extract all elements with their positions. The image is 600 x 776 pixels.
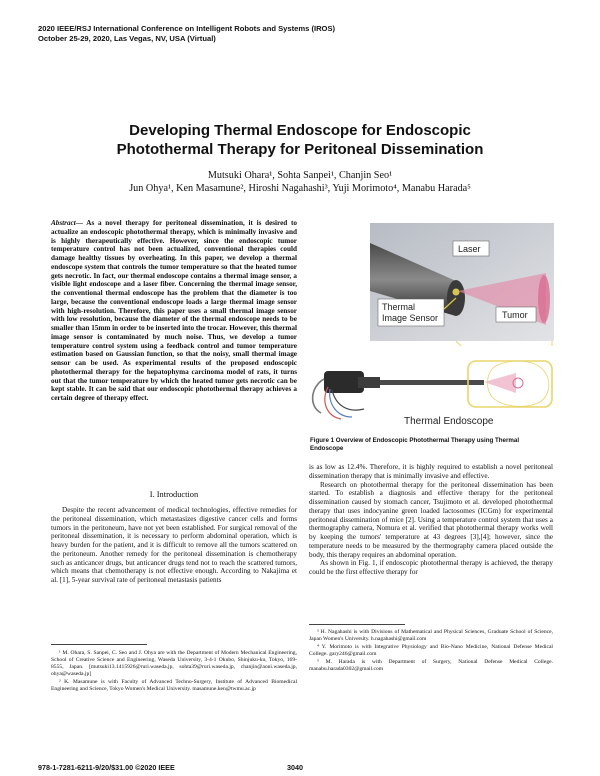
paragraph: is as low as 12.4%. Therefore, it is highly required to establish a novel peritoneal dissemination therapy that is minimally invasive and effective. <box>309 463 553 480</box>
sensor-label-line-2: Image Sensor <box>382 313 439 323</box>
laser-label: Laser <box>458 244 481 254</box>
endoscope-collar <box>358 377 380 388</box>
abstract <box>51 219 297 403</box>
paragraph: Despite the recent advancement of medical technologies, effective remedies for the peritoneal dissemination, which metastasizes digestive cancer cells and forms tumors in the peritoneum, have not yet been established. For surgical removal of the peritoneal dissemination, it is necessary to perform abdominal operation, which is heavy burden for the patient, and it is difficult to remove all the tumors scattered on the peritoneum. Another remedy for the peritoneal dissemination is chemotherapy such as anticancer drugs, but anticancer drugs tend not to reach the scattered tumors, which means that chemotherapy is not effective enough. According to Nakajima et al. [1], 5-year survival rate of peritoneal metastasis patients <box>51 506 297 584</box>
paragraph: As shown in Fig. 1, if endoscopic photothermal therapy is achieved, the therapy could be the first effective therapy for <box>309 559 553 576</box>
section-heading-introduction: I. Introduction <box>149 490 199 499</box>
figure-1 <box>306 221 556 433</box>
authors-line-1: Mutsuki Ohara¹, Sohta Sanpei¹, Chanjin Seo¹ <box>207 170 393 181</box>
conference-dates: October 25-29, 2020, Las Vegas, NV, USA (Virtual) <box>38 34 216 43</box>
footnote: ² K. Masamune is with Faculty of Advanced Techno-Surgery, Institute of Advanced Biomedical Engineering and Science, Tokyo Women's Medical University. masamune.ken@twmu.ac.jp <box>51 678 297 693</box>
isbn-footer: 978-1-7281-6211-9/20/$31.00 ©2020 IEEE <box>38 763 175 772</box>
abstract-label: Abstract— <box>51 219 83 227</box>
figure-1-image <box>306 221 556 433</box>
footnotes-left <box>51 650 297 694</box>
footnote: ⁴ Y. Morimoto is with Integrative Physiology and Bio-Nano Medicine, National Defense Medical College. gary246@gmail.com <box>309 643 553 657</box>
footnote-rule <box>309 624 405 625</box>
footnote-rule <box>51 644 147 645</box>
tumor-label: Tumor <box>502 310 528 320</box>
body-left-column <box>51 506 297 585</box>
sensor-lens <box>453 289 460 296</box>
paper-title <box>40 121 560 159</box>
page-number: 3040 <box>287 763 303 772</box>
title-line-1: Developing Thermal Endoscope for Endoscopic <box>129 122 471 139</box>
author-list <box>40 169 560 195</box>
abstract-text: As a novel therapy for peritoneal dissemination, it is desired to actualize an endoscopic photothermal therapy, which is minimally invasive and is highly therapeutically effective. However, since the endoscopic tumor temperature control has not been actualized, conventional therapies could damage healthy tissues by overheating. In this paper, we develop a thermal endoscope system that controls the tumor temperature so that the heated tumor gets necrotic. In fact, our thermal endoscope contains a thermal image sensor, a visible light endoscope and a laser fiber. Concerning the thermal image sensor, the conventional thermal endoscope has the problem that the diameter is too large, because the conventional endoscope loads a large thermal image sensor with high-resolution. Therefore, this paper uses a small thermal image sensor with low resolution, because the diameter of the thermal endoscope needs to be smaller than 15mm in order to be inserted into the trocar. However, this thermal image sensor is contaminated by much noise. Thus, we develop a tumor temperature control system using a feedback control and tumor temperature estimation based on Gaussian function, so that the noisy, small thermal image sensor can be used. As experimental results of the proposed endoscopic photothermal therapy for the hepatophyma carcinoma model of rats, it turns out that the tumor temperature by which the heated tumor gets necrotic can be kept stable. It can be said that our endoscopic photothermal therapy achieves a certain degree of therapy effect. <box>51 219 298 402</box>
authors-line-2: Jun Ohya¹, Ken Masamune², Hiroshi Nagahashi³, Yuji Morimoto⁴, Manabu Harada⁵ <box>129 183 471 194</box>
footnote: ³ H. Nagahashi is with Divisions of Mathematical and Physical Sciences, Graduate School of Science, Japan Women's University. h.nagahashi@gmail.com <box>309 629 553 643</box>
footnotes-right <box>309 629 553 673</box>
figure-caption: Figure 1 Overview of Endoscopic Photothermal Therapy using Thermal Endoscope <box>310 437 520 452</box>
sensor-label-line-1: Thermal <box>382 302 416 312</box>
paragraph: Research on photothermal therapy for the peritoneal dissemination has been started. To establish a diagnosis and effective therapy for the peritoneal dissemination caused by stomach cancer, Tsujimoto et al. developed photothermal therapy that uses indocyanine green loaded lactosomes (ICGm) for experimental peritoneal dissemination of mice [2]. Using a temperature control system that uses a thermography camera, Nomura et al. verified that photothermal therapy works well by keeping the tumors' temperature at 43 degrees [3],[4]; however, since the temperature needs to be measured by the thermography camera placed outside the body, this therapy requires an abdominal operation. <box>309 480 553 559</box>
footnote: ¹ M. Ohara, S. Sanpei, C. Seo and J. Ohya are with the Department of Modern Mechanical Engineering, School of Creative Science and Engineering, Waseda University, 3-4-1 Okubo, Shinjuku-ku, Tokyo, 169-8555, Japan. [mutsuki13.1415926@ruri.waseda.jp, sohta39@ruri.waseda.jp, chanjin@aoni.waseda.jp, ohya@waseda.jp] <box>51 650 297 678</box>
laser-spot <box>538 275 550 323</box>
conference-name: 2020 IEEE/RSJ International Conference on Intelligent Robots and Systems (IROS) <box>38 24 336 33</box>
footnote: ⁵ M. Harada is with Department of Surgery, National Defense Medical College. manabu.harada0302@gmail.com <box>309 658 553 672</box>
endoscope-label: Thermal Endoscope <box>404 416 494 427</box>
conference-header <box>38 24 335 44</box>
title-line-2: Photothermal Therapy for Peritoneal Dissemination <box>116 141 484 158</box>
body-right-column <box>309 463 553 577</box>
